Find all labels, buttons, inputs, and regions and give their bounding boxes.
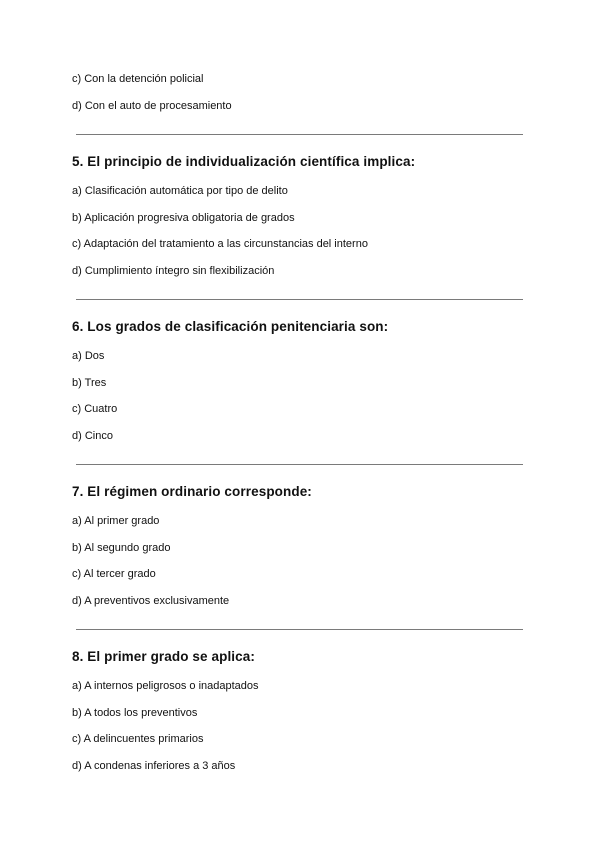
question-title-7: 7. El régimen ordinario corresponde: <box>72 484 312 499</box>
divider <box>76 134 523 135</box>
option-7a: a) Al primer grado <box>72 515 160 527</box>
option-7c: c) Al tercer grado <box>72 568 156 580</box>
option-6d: d) Cinco <box>72 430 113 442</box>
option-6b: b) Tres <box>72 377 107 389</box>
option-7d: d) A preventivos exclusivamente <box>72 595 230 607</box>
option-5c: c) Adaptación del tratamiento a las circunstancias del interno <box>72 238 368 250</box>
option-6a: a) Dos <box>72 350 105 362</box>
option-5d: d) Cumplimiento íntegro sin flexibilización <box>72 265 275 277</box>
question-title-5: 5. El principio de individualización científica implica: <box>72 154 416 169</box>
option-8b: b) A todos los preventivos <box>72 707 198 719</box>
divider <box>76 629 523 630</box>
option-prev-d: d) Con el auto de procesamiento <box>72 100 232 112</box>
option-5a: a) Clasificación automática por tipo de delito <box>72 185 288 197</box>
divider <box>76 299 523 300</box>
option-5b: b) Aplicación progresiva obligatoria de grados <box>72 212 295 224</box>
option-8c: c) A delincuentes primarios <box>72 733 204 745</box>
option-8a: a) A internos peligrosos o inadaptados <box>72 680 259 692</box>
question-title-8: 8. El primer grado se aplica: <box>72 649 255 664</box>
option-6c: c) Cuatro <box>72 403 118 415</box>
option-7b: b) Al segundo grado <box>72 542 171 554</box>
option-prev-c: c) Con la detención policial <box>72 73 204 85</box>
divider <box>76 464 523 465</box>
option-8d: d) A condenas inferiores a 3 años <box>72 760 236 772</box>
question-title-6: 6. Los grados de clasificación penitenciaria son: <box>72 319 389 334</box>
